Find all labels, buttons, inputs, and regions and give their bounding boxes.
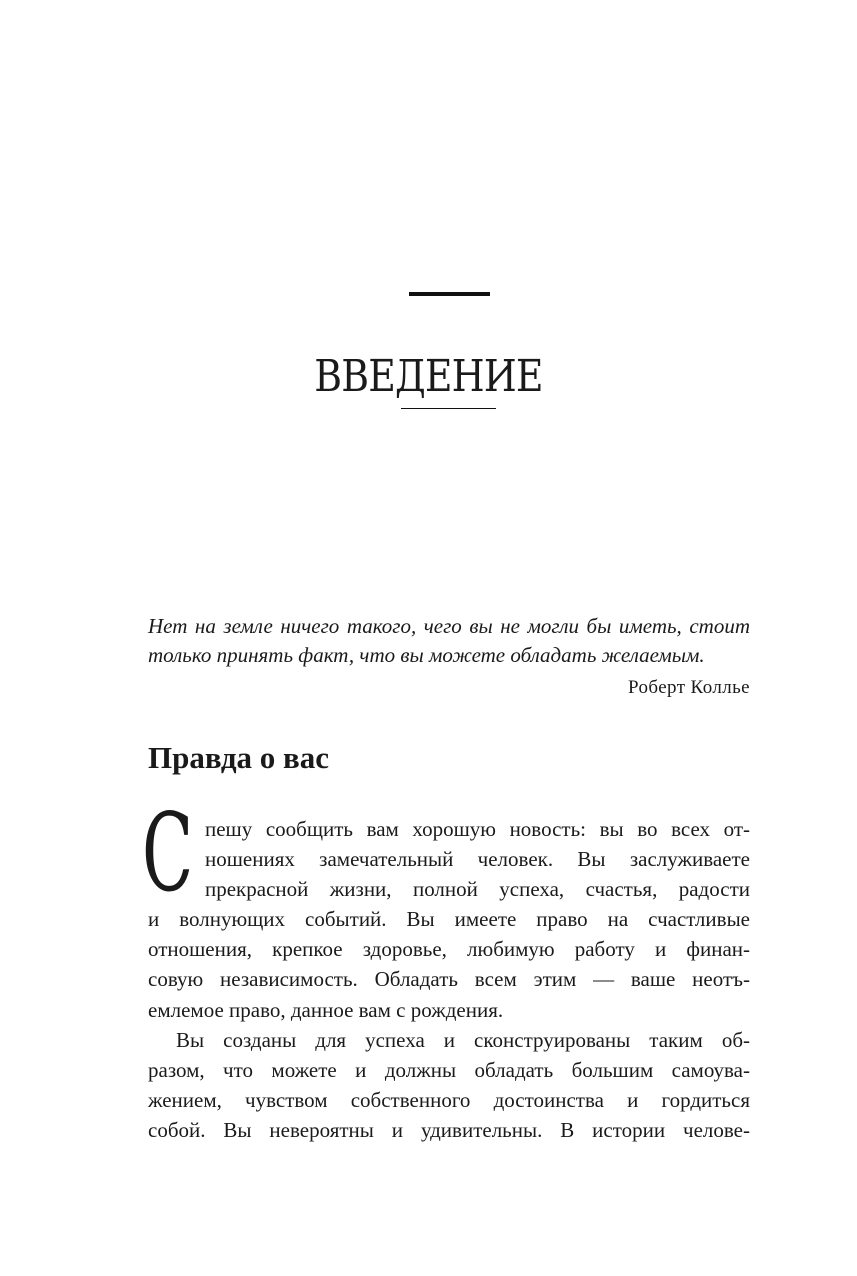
body-line: жением, чувством собственного достоинства и гордиться: [148, 1087, 750, 1112]
body-line: Вы созданы для успеха и сконструированы таким об-: [176, 1027, 750, 1052]
section-heading: Правда о вас: [148, 740, 330, 775]
body-line: отношения, крепкое здоровье, любимую работу и финан-: [148, 937, 750, 962]
body-line: собой. Вы невероятны и удивительны. В истории челове-: [148, 1117, 750, 1142]
epigraph-line: Нет на земле ничего такого, чего вы не могли бы иметь, стоит: [148, 614, 750, 638]
body-line: прекрасной жизни, полной успеха, счастья, радости: [205, 877, 750, 902]
drop-cap: С: [142, 791, 194, 916]
epigraph-author: Роберт Коллье: [628, 677, 750, 698]
body-text: [148, 814, 750, 1145]
epigraph-line: только принять факт, что вы можете обладать желаемым.: [148, 643, 705, 667]
body-line: совую независимость. Обладать всем этим — ваше неотъ-: [148, 967, 750, 992]
chapter-title-underline: [401, 408, 496, 409]
body-line: разом, что можете и должны обладать большим самоува-: [148, 1057, 750, 1082]
body-line: пешу сообщить вам хорошую новость: вы во всех от-: [205, 817, 750, 841]
body-line: емлемое право, данное вам с рождения.: [148, 997, 504, 1022]
chapter-title: ВВЕДЕНИЕ: [314, 351, 543, 402]
body-line: ношениях замечательный человек. Вы заслуживаете: [205, 847, 750, 872]
chapter-top-rule: [409, 292, 490, 296]
epigraph: [148, 612, 750, 670]
body-line: и волнующих событий. Вы имеете право на счастливые: [148, 907, 750, 932]
